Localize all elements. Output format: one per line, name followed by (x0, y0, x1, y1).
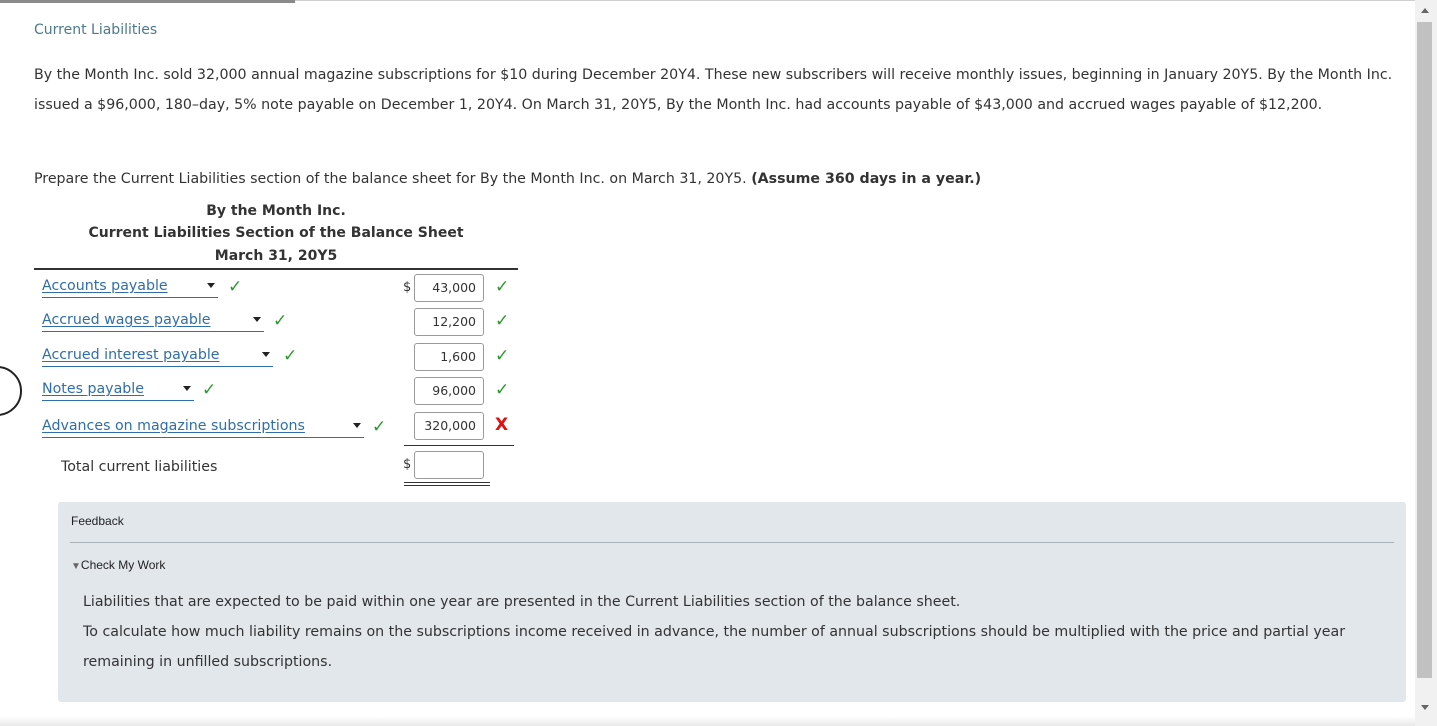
total-input[interactable] (414, 451, 484, 479)
liability-row (0, 380, 530, 410)
scroll-down-icon[interactable] (1421, 705, 1429, 710)
check-icon: ✓ (283, 346, 298, 366)
liability-row (0, 346, 530, 376)
account-select[interactable]: Accounts payable (42, 277, 218, 298)
instruction-bold: (Assume 360 days in a year.) (751, 171, 982, 187)
check-icon: ✓ (228, 277, 243, 297)
scrollbar-thumb[interactable] (1417, 22, 1432, 678)
instruction-text (34, 164, 1409, 194)
subtotal-rule (404, 445, 514, 446)
feedback-divider (70, 542, 1394, 543)
chevron-down-icon (262, 352, 270, 357)
liability-row (0, 311, 530, 341)
account-select[interactable]: Accrued interest payable (42, 346, 273, 367)
feedback-line: Liabilities that are expected to be paid within one year are presented in the Current Liabilities section of the balance sheet. (83, 594, 961, 610)
statement-company: By the Month Inc. (206, 203, 346, 219)
amount-input[interactable]: 1,600 (414, 343, 484, 371)
chevron-down-icon (253, 317, 261, 322)
liability-row (0, 277, 530, 307)
chevron-down-icon (183, 386, 191, 391)
double-rule-bottom (404, 485, 490, 486)
problem-text: By the Month Inc. sold 32,000 annual magazine subscriptions for $10 during December 20Y4. These new subscribers will receive monthly issues, beginning in January 20Y5. By the Month Inc. issued a $96,000, 180–day, 5% note payable on December 1, 20Y4. On March 31, 20Y5, By the Month Inc. had accounts payable of $43,000 and accrued wages payable of $12,200. (34, 67, 1393, 113)
double-rule-top (404, 482, 490, 483)
feedback-title: Feedback (71, 514, 124, 528)
triangle-down-icon: ▼ (71, 561, 81, 572)
currency-symbol: $ (403, 280, 412, 295)
total-label: Total current liabilities (61, 459, 218, 475)
check-icon: ✓ (372, 417, 387, 437)
header-rule (34, 268, 518, 270)
check-icon: ✓ (495, 277, 510, 297)
instruction-main: Prepare the Current Liabilities section of the balance sheet for By the Month Inc. on March 31, 20Y5. (34, 171, 752, 187)
account-select[interactable]: Advances on magazine subscriptions (42, 417, 364, 438)
check-icon: ✓ (273, 311, 288, 331)
check-icon: ✓ (495, 311, 510, 331)
amount-input[interactable]: 320,000 (414, 412, 484, 440)
amount-input[interactable]: 96,000 (414, 377, 484, 405)
statement-date: March 31, 20Y5 (214, 248, 338, 264)
bottom-edge (0, 716, 1415, 726)
amount-input[interactable]: 12,200 (414, 308, 484, 336)
statement-title: Current Liabilities Section of the Balance Sheet (88, 225, 464, 241)
account-select[interactable]: Accrued wages payable (42, 311, 264, 332)
amount-input[interactable]: 43,000 (414, 274, 484, 302)
top-tab-indicator (0, 0, 295, 3)
chevron-down-icon (353, 423, 361, 428)
feedback-line: To calculate how much liability remains on the subscriptions income received in advance, the number of annual subscriptions should be multiplied with the price and partial year remaining in unfilled subscriptions. (83, 624, 1346, 670)
check-icon: ✓ (202, 380, 217, 400)
section-title: Current Liabilities (34, 22, 158, 38)
chevron-down-icon (207, 283, 215, 288)
account-select[interactable]: Notes payable (42, 380, 194, 401)
liability-row (0, 417, 530, 447)
check-icon: ✓ (495, 346, 510, 366)
check-icon: ✓ (495, 380, 510, 400)
currency-symbol: $ (403, 457, 412, 472)
scroll-up-icon[interactable] (1421, 8, 1429, 13)
check-my-work-label: Check My Work (80, 558, 166, 572)
feedback-panel (58, 502, 1406, 702)
x-icon: X (495, 415, 509, 435)
check-my-work-toggle[interactable] (71, 558, 165, 572)
